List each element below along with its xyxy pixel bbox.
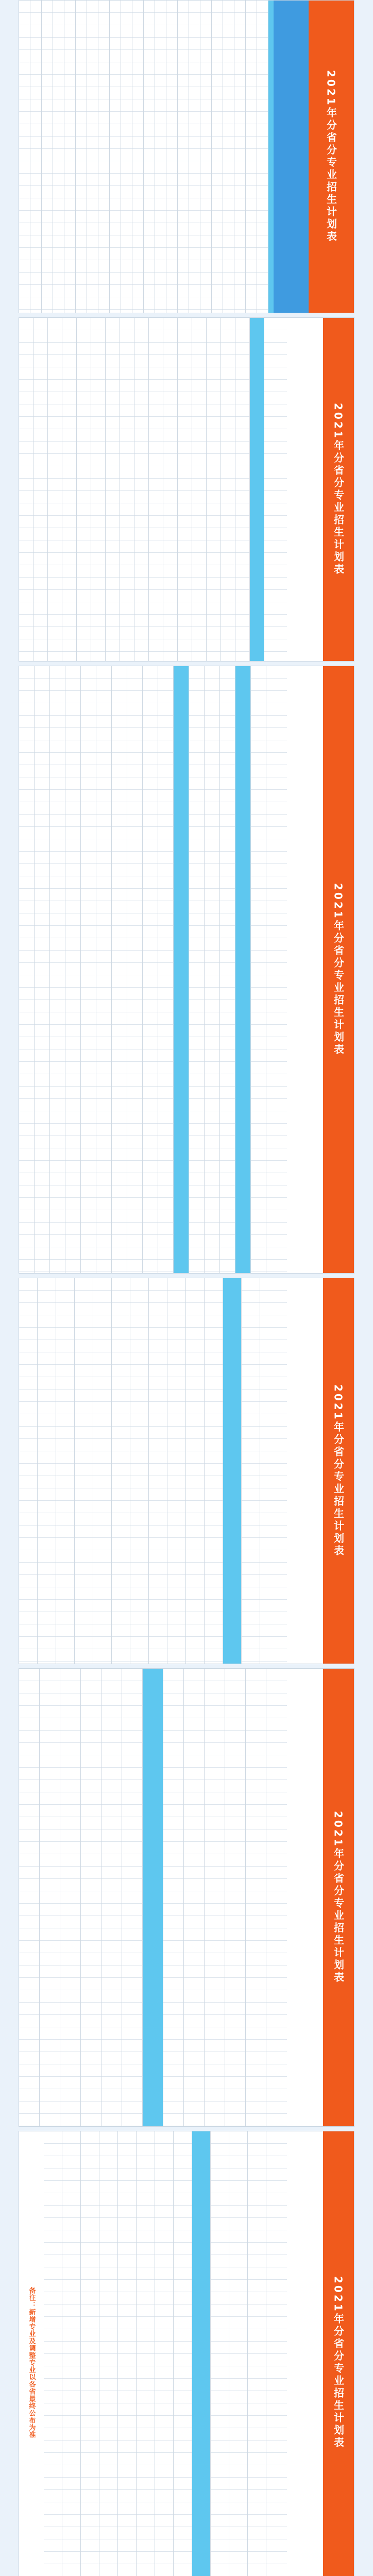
section-title-band: 2021年分省分专业招生计划表 [323, 1669, 354, 2126]
section-title-band: 2021年分省分专业招生计划表 [323, 2131, 354, 2576]
plan-table-2 [19, 317, 354, 662]
table-columns [19, 1, 291, 313]
table-columns [19, 666, 266, 1273]
plan-table-4 [19, 1278, 354, 1664]
plan-table-5 [19, 1668, 354, 2127]
section-title-band: 2021年分省分专业招生计划表 [323, 666, 354, 1273]
section-title-band: 2021年分省分专业招生计划表 [323, 1278, 354, 1664]
header-column [274, 1, 309, 313]
section-title-band: 2021年分省分专业招生计划表 [323, 318, 354, 661]
plan-table-6 [19, 2131, 354, 2576]
table-columns [19, 1669, 266, 2126]
plan-table-1 [19, 0, 354, 313]
plan-table-3 [19, 666, 354, 1274]
side-note-band: 备注：新增专业及调整专业以各省最终公布为准 [19, 2131, 44, 2576]
table-columns [19, 1278, 260, 1664]
section-title-band: 2021年分省分专业招生计划表 [309, 1, 354, 313]
table-columns [44, 2131, 266, 2576]
table-columns [19, 318, 264, 661]
